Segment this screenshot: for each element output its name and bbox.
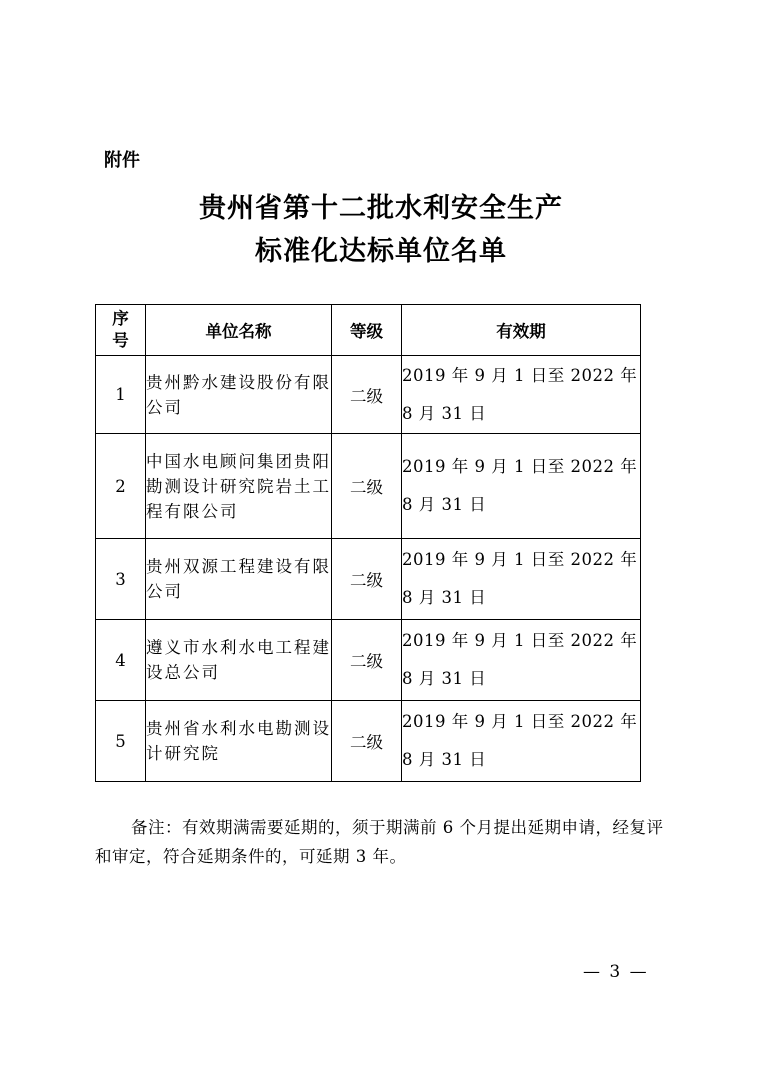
header-unit-name: 单位名称 xyxy=(146,305,332,356)
header-seq-line1: 序 xyxy=(112,309,129,328)
row-seq: 4 xyxy=(96,620,146,701)
row-seq: 3 xyxy=(96,539,146,620)
header-seq-line2: 号 xyxy=(112,331,129,350)
row-validity: 2019 年 9 月 1 日至 2022 年 8 月 31 日 xyxy=(402,434,641,539)
document-title-line1: 贵州省第十二批水利安全生产 xyxy=(199,193,563,224)
header-validity: 有效期 xyxy=(402,305,641,356)
row-unit-name: 贵州双源工程建设有限公司 xyxy=(146,539,332,620)
table-row xyxy=(96,539,641,620)
row-seq: 5 xyxy=(96,701,146,782)
remarks-note: 备注：有效期满需要延期的，须于期满前 6 个月提出延期申请，经复评和审定，符合延期条件的，可延期 3 年。 xyxy=(95,818,664,866)
row-grade: 二级 xyxy=(332,539,402,620)
header-seq xyxy=(96,305,146,356)
row-validity: 2019 年 9 月 1 日至 2022 年 8 月 31 日 xyxy=(402,701,641,782)
page-number: — 3 — xyxy=(583,962,649,982)
row-unit-name: 贵州省水利水电勘测设计研究院 xyxy=(146,701,332,782)
row-validity: 2019 年 9 月 1 日至 2022 年 8 月 31 日 xyxy=(402,539,641,620)
row-seq: 1 xyxy=(96,356,146,434)
row-grade: 二级 xyxy=(332,434,402,539)
row-validity: 2019 年 9 月 1 日至 2022 年 8 月 31 日 xyxy=(402,356,641,434)
row-unit-name: 遵义市水利水电工程建设总公司 xyxy=(146,620,332,701)
row-unit-name: 贵州黔水建设股份有限公司 xyxy=(146,356,332,434)
header-grade: 等级 xyxy=(332,305,402,356)
table-row xyxy=(96,434,641,539)
row-validity: 2019 年 9 月 1 日至 2022 年 8 月 31 日 xyxy=(402,620,641,701)
roster-table xyxy=(95,304,641,782)
row-unit-name: 中国水电顾问集团贵阳勘测设计研究院岩土工程有限公司 xyxy=(146,434,332,539)
table-row xyxy=(96,701,641,782)
table-row xyxy=(96,620,641,701)
attachment-label: 附件 xyxy=(104,150,140,171)
row-grade: 二级 xyxy=(332,356,402,434)
table-row xyxy=(96,356,641,434)
table-header-row xyxy=(96,305,641,356)
row-grade: 二级 xyxy=(332,701,402,782)
row-seq: 2 xyxy=(96,434,146,539)
row-grade: 二级 xyxy=(332,620,402,701)
document-title-line2: 标准化达标单位名单 xyxy=(255,236,507,267)
